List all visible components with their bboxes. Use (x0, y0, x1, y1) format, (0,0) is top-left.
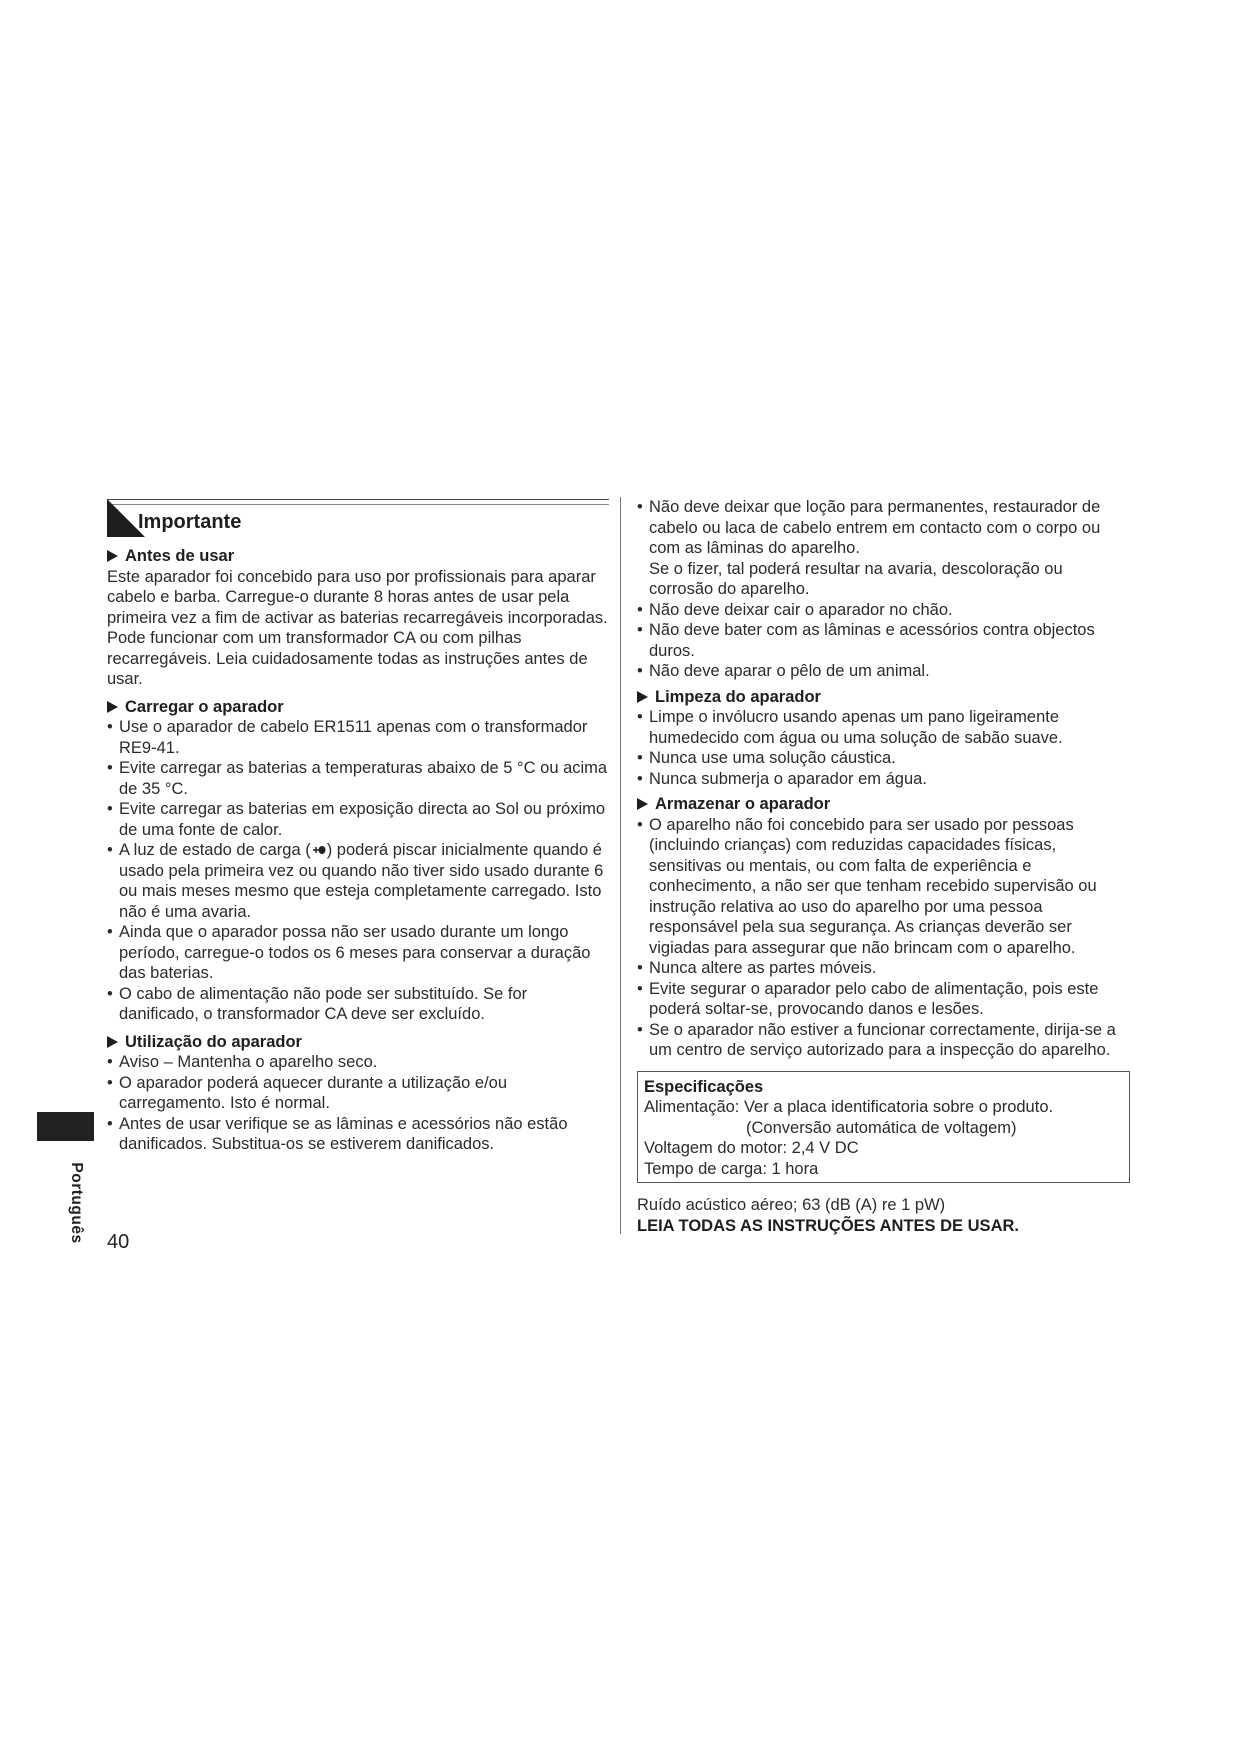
spec-motor-voltage: Voltagem do motor: 2,4 V DC (644, 1139, 859, 1157)
right-column (637, 497, 1131, 1236)
heading-antes-de-usar: Antes de usar (107, 546, 609, 567)
list-item: • Evite segurar o aparador pelo cabo de alimentação, pois este poderá soltar-se, provocando danos e lesões. (637, 979, 1131, 1020)
list-item: • Nunca submerja o aparador em água. (637, 769, 1131, 790)
charge-light-icon (312, 844, 326, 856)
page-number: 40 (107, 1231, 130, 1253)
list-item: • Use o aparador de cabelo ER1511 apenas com o transformador RE9-41. (107, 717, 609, 758)
list-item: • Evite carregar as baterias a temperaturas abaixo de 5 °C ou acima de 35 °C. (107, 758, 609, 799)
utilizacao-list (107, 1052, 609, 1155)
list-item: • Não deve deixar cair o aparador no chão. (637, 600, 1131, 621)
specifications-box (637, 1071, 1130, 1184)
arrow-right-icon (107, 701, 118, 713)
list-item: • O aparelho não foi concebido para ser usado por pessoas (incluindo crianças) com reduzidas capacidades físicas, sensitivas ou mentais, ou com falta de experiência e conhecimento, a não ser que tenham recebido supervisão ou instrução relativa ao uso do aparelho por uma pessoa responsável pela sua segurança. As crianças deverão ser vigiadas para assegurar que não brincam com o aparelho. (637, 815, 1131, 959)
read-all-instructions: LEIA TODAS AS INSTRUÇÕES ANTES DE USAR. (637, 1216, 1019, 1235)
arrow-right-icon (637, 798, 648, 810)
intro-paragraph: Este aparador foi concebido para uso por profissionais para aparar cabelo e barba. Carregue-o durante 8 horas antes de usar pela primeira vez a fim de activar as baterias recarregáveis incorporadas. Pode funcionar com um transformador CA ou com pilhas recarregáveis. Leia cuidadosamente todas as instruções antes de usar. (107, 567, 608, 688)
list-item: • Não deve aparar o pêlo de um animal. (637, 661, 1131, 682)
arrow-right-icon (107, 550, 118, 562)
armazenar-list (637, 815, 1131, 1061)
list-item: • Antes de usar verifique se as lâminas e acessórios não estão danificados. Substitua-os se estiverem danificados. (107, 1114, 609, 1155)
list-item: • Ainda que o aparador possa não ser usado durante um longo período, carregue-o todos os 6 meses para conservar a duração das baterias. (107, 922, 609, 984)
column-divider (620, 497, 621, 1234)
section-title: Importante (138, 511, 242, 533)
list-item: • Não deve deixar que loção para permanentes, restaurador de cabelo ou laca de cabelo entrem em contacto com o corpo ou com as lâminas do aparelho. Se o fizer, tal poderá resultar na avaria, descoloração ou corrosão do aparelho. (637, 497, 1131, 600)
limpeza-list (637, 707, 1131, 789)
spec-power-note: (Conversão automática de voltagem) (746, 1118, 1017, 1137)
heading-carregar: Carregar o aparador (107, 697, 609, 718)
arrow-right-icon (107, 1036, 118, 1048)
list-item: • Nunca use uma solução cáustica. (637, 748, 1131, 769)
carregar-list (107, 717, 609, 1025)
warnings-list (637, 497, 1131, 682)
heading-armazenar: Armazenar o aparador (637, 794, 1131, 815)
list-item: • Se o aparador não estiver a funcionar correctamente, dirija-se a um centro de serviço autorizado para a inspecção do aparelho. (637, 1020, 1131, 1061)
arrow-right-icon (637, 691, 648, 703)
left-column (107, 497, 609, 1155)
list-item: • Aviso – Mantenha o aparelho seco. (107, 1052, 609, 1073)
heading-utilizacao: Utilização do aparador (107, 1032, 609, 1053)
language-label: Português (68, 1162, 85, 1244)
list-item: • Nunca altere as partes móveis. (637, 958, 1131, 979)
list-item: • Não deve bater com as lâminas e acessórios contra objectos duros. (637, 620, 1131, 661)
list-item: • Evite carregar as baterias em exposição directa ao Sol ou próximo de uma fonte de calor. (107, 799, 609, 840)
spec-charge-time: Tempo de carga: 1 hora (644, 1159, 819, 1178)
spec-power: Alimentação: Ver a placa identificatoria sobre o produto. (644, 1098, 1054, 1116)
list-item: • O aparador poderá aquecer durante a utilização e/ou carregamento. Isto é normal. (107, 1073, 609, 1114)
specifications-title: Especificações (644, 1077, 764, 1096)
list-item: • A luz de estado de carga ( ) poderá piscar inicialmente quando é usado pela primeira vez ou quando não tiver sido usado durante 6 ou mais meses mesmo que esteja completamente carregado. Isto não é uma avaria. (107, 840, 609, 922)
list-item: • O cabo de alimentação não pode ser substituído. Se for danificado, o transformador CA deve ser excluído. (107, 984, 609, 1025)
language-tab-marker (37, 1112, 94, 1141)
noise-statement: Ruído acústico aéreo; 63 (dB (A) re 1 pW) (637, 1196, 946, 1214)
heading-limpeza: Limpeza do aparador (637, 687, 1131, 708)
list-item: • Limpe o invólucro usando apenas um pano ligeiramente humedecido com água ou uma solução de sabão suave. (637, 707, 1131, 748)
